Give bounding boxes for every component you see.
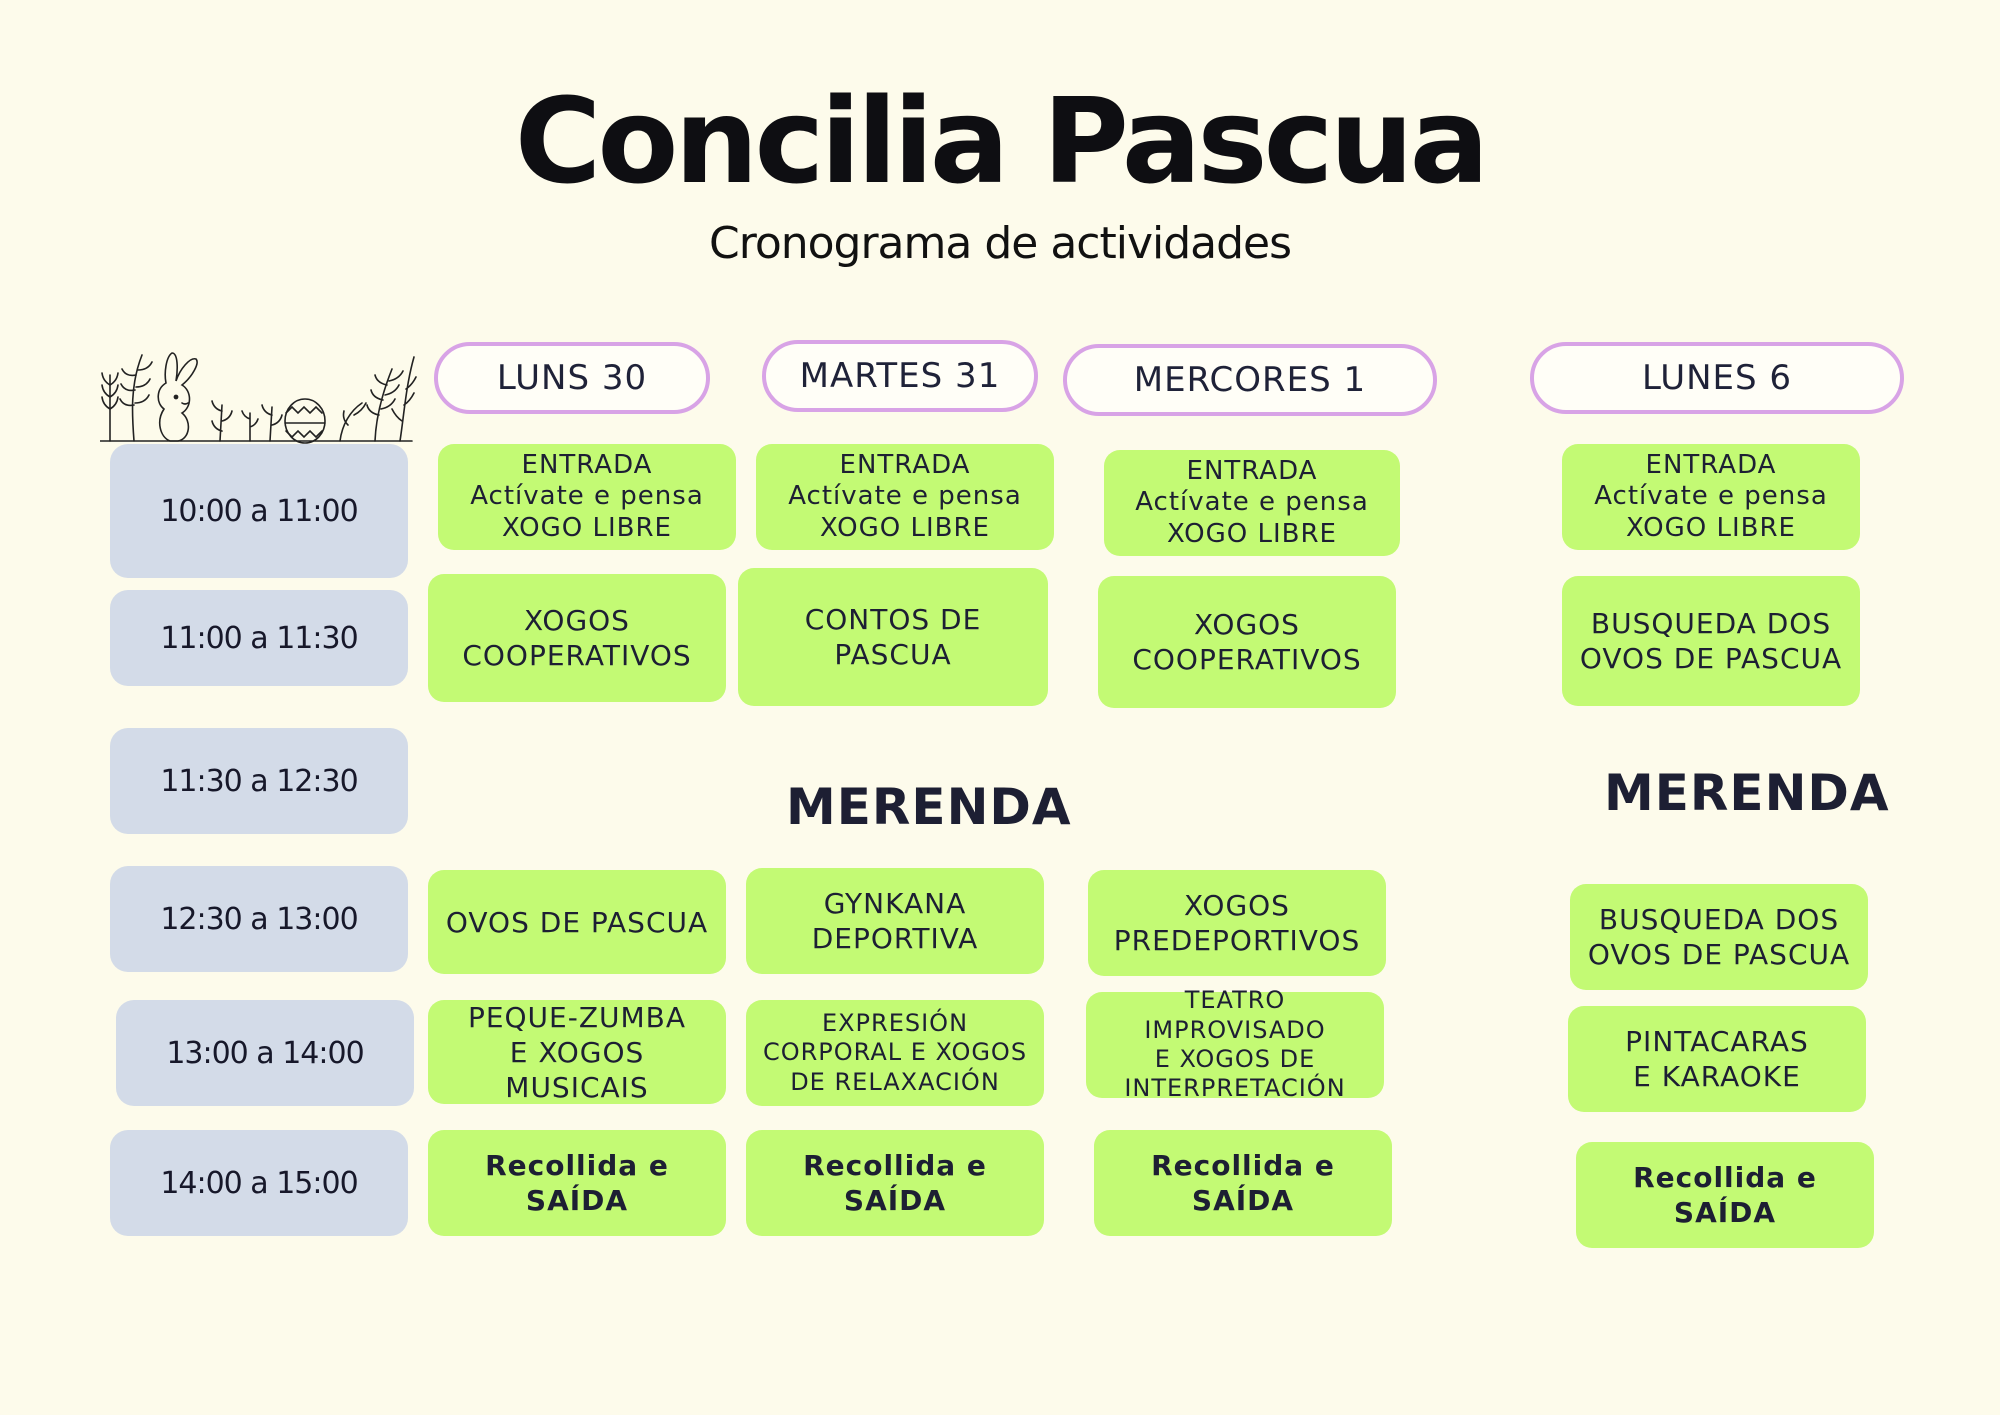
page-subtitle: Cronograma de actividades <box>708 218 1292 269</box>
time-slot-2: 11:00 a 11:30 <box>110 590 408 686</box>
page-title: Concilia Pascua <box>514 72 1486 210</box>
day-header-mercores: MERCORES 1 <box>1063 344 1437 416</box>
day-header-lunes: LUNES 6 <box>1530 342 1904 414</box>
time-slot-4: 12:30 a 13:00 <box>110 866 408 972</box>
entry-activity-lunes: ENTRADA Actívate e pensa XOGO LIBRE <box>1562 444 1860 550</box>
activity-luns-slot5: PEQUE-ZUMBA E XOGOS MUSICAIS <box>428 1000 726 1104</box>
activity-luns-slot4: OVOS DE PASCUA <box>428 870 726 974</box>
entry-activity-luns: ENTRADA Actívate e pensa XOGO LIBRE <box>438 444 736 550</box>
activity-lunes-slot2: BUSQUEDA DOS OVOS DE PASCUA <box>1562 576 1860 706</box>
activity-martes-slot5: EXPRESIÓN CORPORAL E XOGOS DE RELAXACIÓN <box>746 1000 1044 1106</box>
merenda-label-main: MERENDA <box>786 778 1072 836</box>
activity-luns-slot6: Recollida e SAÍDA <box>428 1130 726 1236</box>
activity-lunes-slot6: Recollida e SAÍDA <box>1576 1142 1874 1248</box>
day-header-luns: LUNS 30 <box>434 342 710 414</box>
entry-activity-martes: ENTRADA Actívate e pensa XOGO LIBRE <box>756 444 1054 550</box>
entry-activity-mercores: ENTRADA Actívate e pensa XOGO LIBRE <box>1104 450 1400 556</box>
time-slot-1: 10:00 a 11:00 <box>110 444 408 578</box>
activity-lunes-slot4: BUSQUEDA DOS OVOS DE PASCUA <box>1570 884 1868 990</box>
activity-martes-slot2: CONTOS DE PASCUA <box>738 568 1048 706</box>
time-slot-5: 13:00 a 14:00 <box>116 1000 414 1106</box>
merenda-label-lunes: MERENDA <box>1604 764 1890 822</box>
activity-mercores-slot5: TEATRO IMPROVISADO E XOGOS DE INTERPRETACIÓN <box>1086 992 1384 1098</box>
activity-martes-slot6: Recollida e SAÍDA <box>746 1130 1044 1236</box>
activity-mercores-slot2: XOGOS COOPERATIVOS <box>1098 576 1396 708</box>
activity-mercores-slot6: Recollida e SAÍDA <box>1094 1130 1392 1236</box>
activity-lunes-slot5: PINTACARAS E KARAOKE <box>1568 1006 1866 1112</box>
easter-bunny-decoration <box>100 345 420 445</box>
activity-luns-slot2: XOGOS COOPERATIVOS <box>428 574 726 702</box>
time-slot-6: 14:00 a 15:00 <box>110 1130 408 1236</box>
time-slot-3: 11:30 a 12:30 <box>110 728 408 834</box>
activity-martes-slot4: GYNKANA DEPORTIVA <box>746 868 1044 974</box>
day-header-martes: MARTES 31 <box>762 340 1038 412</box>
activity-mercores-slot4: XOGOS PREDEPORTIVOS <box>1088 870 1386 976</box>
